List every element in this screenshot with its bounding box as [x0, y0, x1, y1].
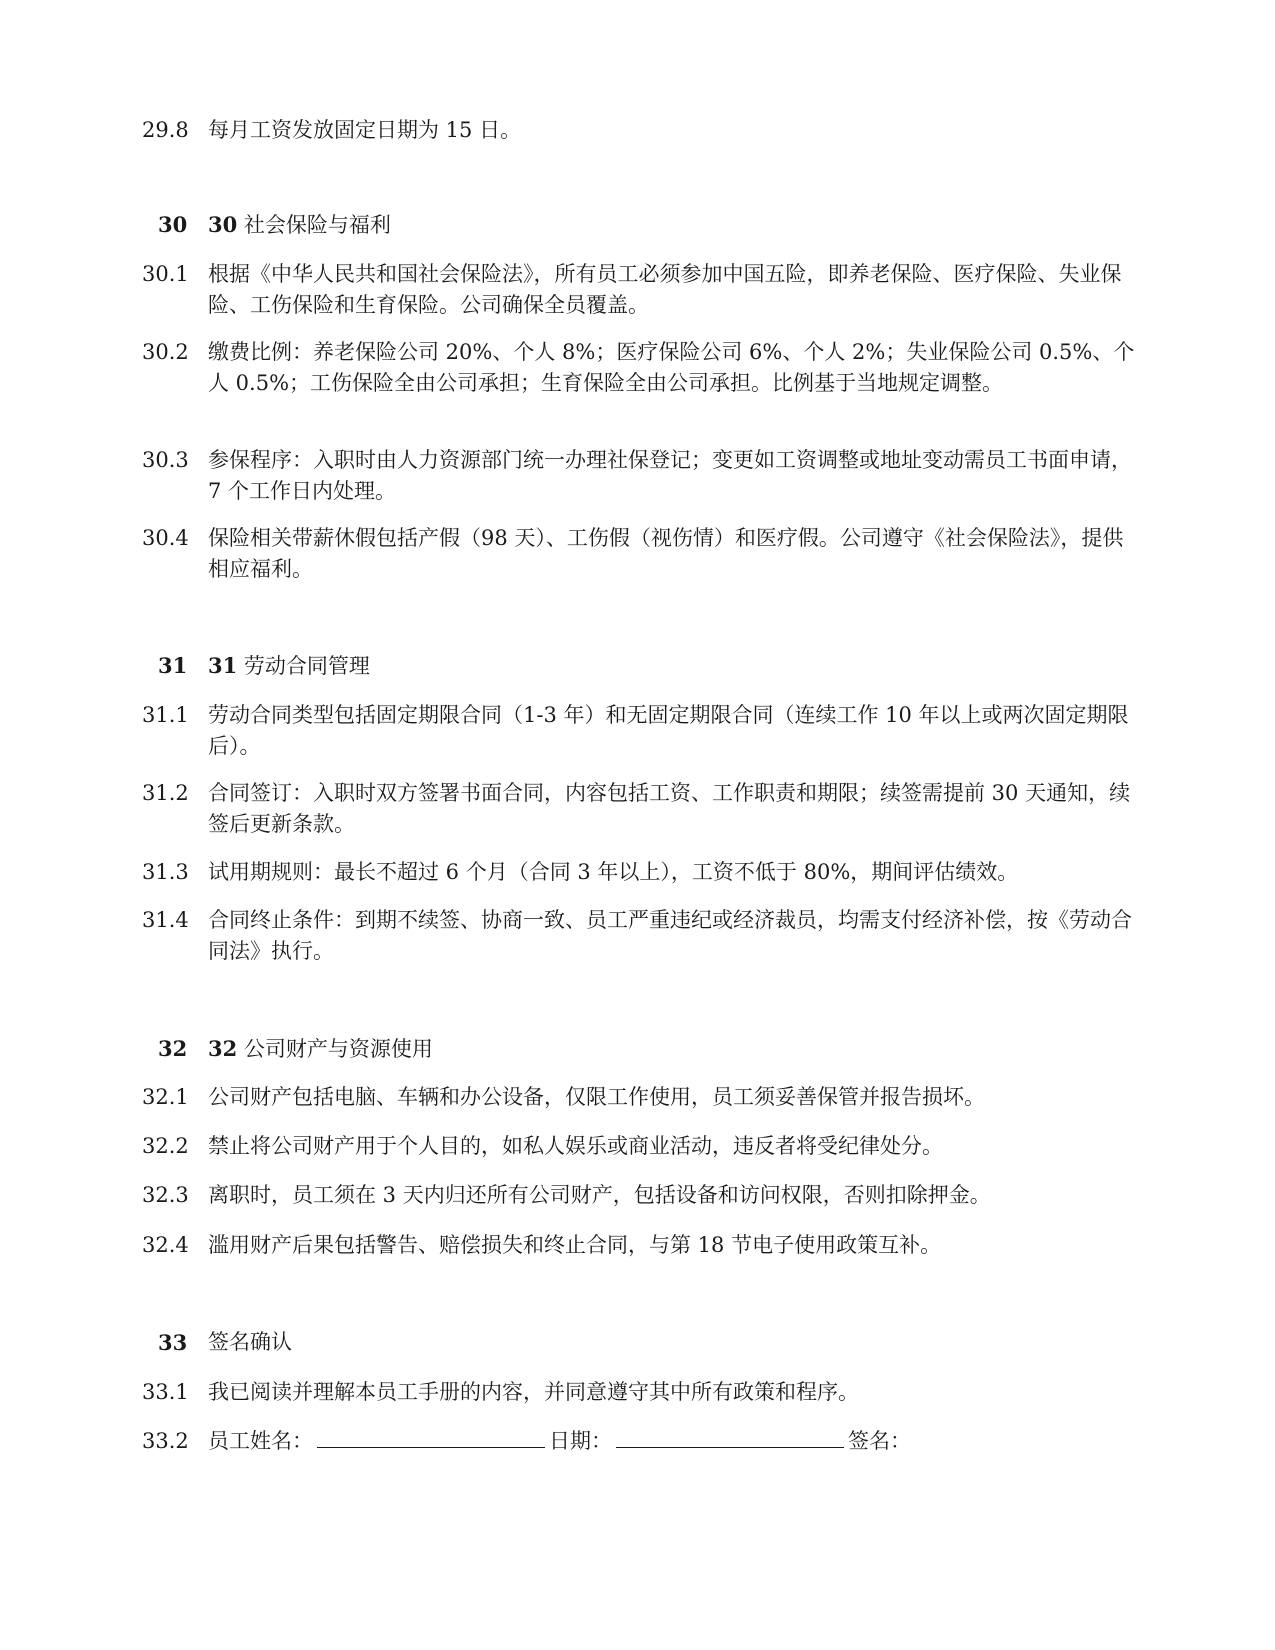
- item-number: 31.4: [142, 908, 189, 932]
- item-text: 公司财产包括电脑、车辆和办公设备，仅限工作使用，员工须妥善保管并报告损坏。: [208, 1085, 985, 1109]
- section-number: 33: [158, 1330, 188, 1355]
- item-number: 30.1: [142, 262, 189, 286]
- item-text: 试用期规则：最长不超过 6 个月（合同 3 年以上），工资不低于 80%，期间评估绩效。: [208, 860, 1019, 884]
- item-text: 合同终止条件：到期不续签、协商一致、员工严重违纪或经济裁员，均需支付经济补偿，按《劳动合同法》执行。: [208, 908, 1132, 963]
- item-text: 参保程序：入职时由人力资源部门统一办理社保登记；变更如工资调整或地址变动需员工书面申请，7 个工作日内处理。: [208, 448, 1132, 503]
- item-number: 33.1: [142, 1380, 189, 1404]
- section-title-text: 社会保险与福利: [243, 213, 391, 237]
- item-text: 滥用财产后果包括警告、赔偿损失和终止合同，与第 18 节电子使用政策互补。: [208, 1233, 942, 1257]
- employee-name-blank[interactable]: [317, 1427, 545, 1448]
- section-title-number: 30: [208, 212, 238, 237]
- item-number: 33.2: [142, 1429, 189, 1453]
- item-number: 32.2: [142, 1134, 189, 1158]
- item-text: 缴费比例：养老保险公司 20%、个人 8%；医疗保险公司 6%、个人 2%；失业保险公司 0.5%、个人 0.5%；工伤保险全由公司承担；生育保险全由公司承担。比例基于当地规定调整。: [208, 340, 1135, 395]
- date-blank[interactable]: [616, 1427, 844, 1448]
- item-number: 30.4: [142, 526, 189, 550]
- item-text: 劳动合同类型包括固定期限合同（1-3 年）和无固定期限合同（连续工作 10 年以上或两次固定期限后）。: [208, 703, 1129, 758]
- item-text: 保险相关带薪休假包括产假（98 天）、工伤假（视伤情）和医疗假。公司遵守《社会保险法》，提供相应福利。: [208, 526, 1124, 581]
- item-number: 32.4: [142, 1233, 189, 1257]
- section-title: [208, 209, 391, 241]
- item-text: 合同签订：入职时双方签署书面合同，内容包括工资、工作职责和期限；续签需提前 30 天通知，续签后更新条款。: [208, 781, 1131, 836]
- date-label: 日期：: [549, 1429, 612, 1453]
- item-number: 30.2: [142, 340, 189, 364]
- item-number: 32.3: [142, 1183, 189, 1207]
- item-number: 31.2: [142, 781, 189, 805]
- item-text: 禁止将公司财产用于个人目的，如私人娱乐或商业活动，违反者将受纪律处分。: [208, 1134, 943, 1158]
- item-number: 29.8: [142, 118, 189, 142]
- section-title-number: 31: [208, 653, 238, 678]
- item-text: 每月工资发放固定日期为 15 日。: [208, 118, 522, 142]
- section-number: 30: [158, 212, 188, 237]
- item-number: 30.3: [142, 448, 189, 472]
- item-number: 31.1: [142, 703, 189, 727]
- item-text: 根据《中华人民共和国社会保险法》，所有员工必须参加中国五险，即养老保险、医疗保险、失业保险、工伤保险和生育保险。公司确保全员覆盖。: [208, 262, 1122, 317]
- item-number: 31.3: [142, 860, 189, 884]
- section-number: 31: [158, 653, 188, 678]
- section-title: [208, 1033, 433, 1065]
- section-title: [208, 650, 370, 682]
- signature-label: 签名：: [848, 1429, 911, 1453]
- section-number: 32: [158, 1036, 188, 1061]
- item-number: 32.1: [142, 1085, 189, 1109]
- section-title: 签名确认: [208, 1330, 292, 1354]
- section-title-text: 公司财产与资源使用: [243, 1037, 433, 1061]
- item-text: 离职时，员工须在 3 天内归还所有公司财产，包括设备和访问权限，否则扣除押金。: [208, 1183, 991, 1207]
- employee-name-label: 员工姓名：: [208, 1429, 313, 1453]
- item-text: 我已阅读并理解本员工手册的内容，并同意遵守其中所有政策和程序。: [208, 1380, 859, 1404]
- section-title-text: 劳动合同管理: [243, 654, 370, 678]
- signature-fields: [208, 1426, 1136, 1457]
- section-title-number: 32: [208, 1036, 238, 1061]
